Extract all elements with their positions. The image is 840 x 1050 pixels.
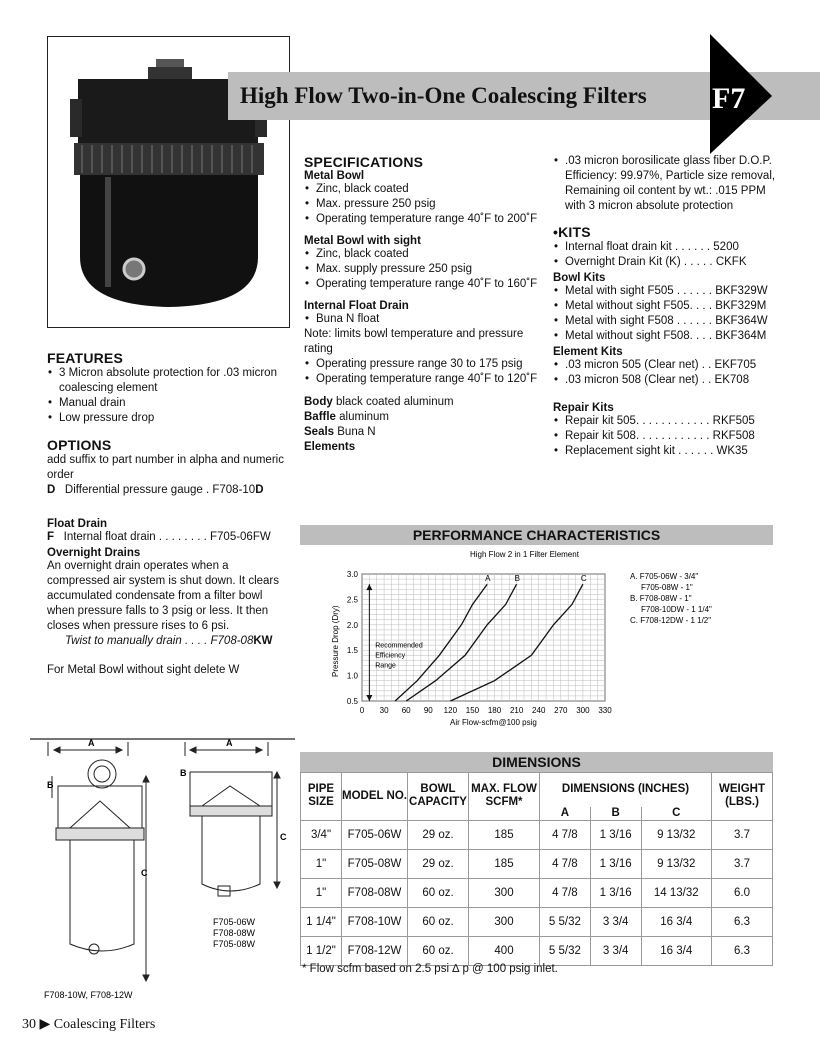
features-heading: FEATURES	[47, 350, 124, 366]
annotation-text: Efficiency	[375, 652, 406, 660]
table-cell-flow: 300	[469, 907, 540, 936]
arrow-right-icon: ▶	[39, 1017, 51, 1032]
legend-entry: F705-08W - 1"	[641, 583, 693, 592]
table-cell-a: 4 7/8	[540, 820, 591, 849]
list-item: • Repair kit 508. . . . . . . . . . . . RKF508	[553, 429, 783, 444]
dim-letter-a: A	[88, 738, 95, 748]
chart-y-tick: 1.0	[346, 671, 358, 681]
metal-bowl-sight-list	[304, 247, 539, 292]
table-cell-pipe: 1"	[301, 878, 342, 907]
left-caption: F708-10W, F708-12W	[44, 990, 133, 1000]
legend-entry: F708-10DW - 1 1/4"	[641, 605, 712, 614]
chart-y-tick: 0.5	[346, 697, 358, 706]
chart-x-tick: 210	[509, 706, 524, 715]
chart-y-tick: 3.0	[346, 570, 358, 579]
right-caption-line: F705-06W	[213, 917, 256, 927]
option-letter: D	[47, 484, 56, 496]
col-flow: MAX. FLOW SCFM*	[469, 773, 540, 821]
chart-x-tick: 30	[379, 706, 389, 715]
table-cell-b: 1 3/16	[590, 878, 641, 907]
chart-xlabel: Air Flow-scfm@100 psig	[450, 718, 537, 727]
table-cell-w: 3.7	[712, 820, 773, 849]
float-drain-row	[47, 530, 292, 545]
table-cell-b: 1 3/16	[590, 849, 641, 878]
chart-series-label: A	[485, 574, 491, 584]
table-cell-c: 16 3/4	[641, 936, 711, 965]
table-cell-model: F705-06W	[342, 820, 408, 849]
list-item: • Max. supply pressure 250 psig	[304, 262, 539, 277]
right-caption-line: F708-08W	[213, 928, 256, 938]
features-list	[47, 366, 287, 426]
table-header-row	[301, 773, 773, 807]
chart-ylabel: Pressure Drop (Dry)	[331, 605, 340, 677]
twist-row	[47, 634, 292, 649]
metal-bowl-sight-heading: Metal Bowl with sight	[304, 235, 421, 247]
table-cell-flow: 400	[469, 936, 540, 965]
col-dims: DIMENSIONS (INCHES)	[540, 773, 712, 807]
table-cell-pipe: 1 1/2"	[301, 936, 342, 965]
list-item: • Zinc, black coated	[304, 182, 539, 197]
table-row	[301, 849, 773, 878]
options-section	[47, 437, 292, 498]
element-kits-list	[553, 358, 783, 388]
metal-bowl-list	[304, 182, 539, 227]
option-text: Differential pressure gauge . F708-10	[64, 484, 256, 496]
kits-list	[553, 240, 783, 270]
dimensions-heading: DIMENSIONS	[300, 752, 773, 772]
left-filter-drawing	[48, 742, 149, 981]
chart-title: High Flow 2 in 1 Filter Element	[470, 550, 579, 559]
list-item: • Internal float drain kit . . . . . . 5200	[553, 240, 783, 255]
material-row	[304, 425, 539, 440]
table-cell-pipe: 1"	[301, 849, 342, 878]
table-cell-c: 9 13/32	[641, 820, 711, 849]
annotation-text: Recommended	[375, 642, 423, 650]
bowl-kits-heading: Bowl Kits	[553, 272, 606, 284]
float-drain-spec-heading: Internal Float Drain	[304, 300, 409, 312]
overnight-text: An overnight drain operates when a compressed air system is shut down. It clears accumulated condensate from a filter bowl when pressure falls to 3 psig or less. It then closes when pressure rises to 6 psi.	[47, 560, 279, 632]
list-item: • 3 Micron absolute protection for .03 micron coalescing element	[47, 366, 287, 396]
dim-letter-b: B	[47, 780, 54, 790]
footer-section: Coalescing Filters	[53, 1017, 156, 1032]
material-label: Elements	[304, 441, 356, 453]
material-row	[304, 440, 539, 455]
chart-x-tick: 300	[576, 706, 590, 715]
dim-letter-b-right: B	[180, 768, 187, 778]
table-cell-bowl: 29 oz.	[408, 849, 469, 878]
option-text: Internal float drain . . . . . . . . F705-06FW	[63, 531, 271, 543]
table-cell-a: 5 5/32	[540, 936, 591, 965]
material-label: Seals	[304, 426, 335, 438]
list-item: • .03 micron 508 (Clear net) . . EK708	[553, 373, 783, 388]
material-row	[304, 395, 539, 410]
dimensions-table	[300, 772, 773, 966]
col-a: A	[540, 807, 591, 821]
right-caption-line: F705-08W	[213, 939, 256, 949]
material-value: black coated aluminum	[332, 396, 454, 408]
dimension-diagram	[30, 736, 295, 1006]
dimensions-footnote: * Flow scfm based on 2.5 psi ∆ p @ 100 psig inlet.	[302, 963, 558, 975]
performance-heading: PERFORMANCE CHARACTERISTICS	[300, 525, 773, 545]
repair-kits-list	[553, 414, 783, 459]
material-label: Body	[304, 396, 333, 408]
dim-letter-a-right: A	[226, 738, 233, 748]
material-label: Baffle	[304, 411, 336, 423]
performance-chart	[300, 547, 790, 732]
table-cell-a: 4 7/8	[540, 849, 591, 878]
list-item: • Manual drain	[47, 396, 287, 411]
table-cell-flow: 185	[469, 820, 540, 849]
options-intro: add suffix to part number in alpha and numeric order	[47, 454, 284, 481]
list-item: • Metal with sight F508 . . . . . . BKF364W	[553, 314, 783, 329]
material-value: Buna N	[334, 426, 376, 438]
list-item: • Operating temperature range 40˚F to 200˚F	[304, 212, 539, 227]
chart-x-tick: 120	[443, 706, 458, 715]
list-item: • Repair kit 505. . . . . . . . . . . . RKF505	[553, 414, 783, 429]
float-drain-section	[47, 518, 292, 678]
list-item: • Metal with sight F505 . . . . . . BKF329W	[553, 284, 783, 299]
col-pipe: PIPE SIZE	[301, 773, 342, 821]
chart-frame	[362, 574, 605, 701]
list-item: • Operating pressure range 30 to 175 psig	[304, 357, 539, 372]
material-row	[304, 410, 539, 425]
chart-series-line	[406, 584, 516, 701]
table-cell-b: 1 3/16	[590, 820, 641, 849]
table-cell-model: F705-08W	[342, 849, 408, 878]
option-letter: F	[47, 531, 55, 543]
col-model: MODEL NO.	[342, 773, 408, 821]
chart-x-tick: 150	[465, 706, 480, 715]
float-drain-spec-list	[304, 312, 539, 327]
list-item: • Replacement sight kit . . . . . . WK35	[553, 444, 783, 459]
option-suffix: D	[255, 484, 264, 496]
chart-x-tick: 240	[532, 706, 546, 715]
chart-x-tick: 270	[554, 706, 568, 715]
table-cell-pipe: 3/4"	[301, 820, 342, 849]
chart-series-label: C	[580, 574, 587, 584]
table-cell-model: F708-08W	[342, 878, 408, 907]
table-cell-w: 3.7	[712, 849, 773, 878]
bowl-kits-list	[553, 284, 783, 344]
table-cell-a: 4 7/8	[540, 878, 591, 907]
repair-kits-heading: Repair Kits	[553, 402, 614, 414]
table-row	[301, 878, 773, 907]
col-b: B	[590, 807, 641, 821]
chart-y-tick: 2.0	[346, 620, 358, 630]
page-number: 30	[22, 1017, 36, 1032]
twist-text: Twist to manually drain . . . . F708-08	[65, 635, 254, 647]
chart-x-tick: 0	[359, 706, 365, 715]
legend-entry: C. F708-12DW - 1 1/2"	[630, 616, 712, 625]
annotation-text: Range	[375, 662, 396, 670]
table-cell-b: 3 3/4	[590, 936, 641, 965]
specifications-heading: SPECIFICATIONS	[304, 154, 424, 170]
table-cell-model: F708-12W	[342, 936, 408, 965]
table-row	[301, 820, 773, 849]
chart-series-label: B	[514, 574, 520, 584]
metal-bowl-note: For Metal Bowl without sight delete W	[47, 664, 240, 676]
right-filter-drawing	[185, 742, 280, 896]
features-section	[47, 350, 287, 426]
list-item: • Operating temperature range 40˚F to 120˚F	[304, 372, 539, 387]
list-item: • Zinc, black coated	[304, 247, 539, 262]
table-cell-bowl: 29 oz.	[408, 820, 469, 849]
table-cell-flow: 185	[469, 849, 540, 878]
list-item: • Overnight Drain Kit (K) . . . . . CKFK	[553, 255, 783, 270]
table-cell-c: 16 3/4	[641, 907, 711, 936]
table-row	[301, 936, 773, 965]
chart-x-tick: 330	[598, 706, 612, 715]
float-drain-heading: Float Drain	[47, 518, 108, 530]
table-cell-c: 14 13/32	[641, 878, 711, 907]
col-weight: WEIGHT (LBS.)	[712, 773, 773, 821]
chart-x-tick: 60	[401, 706, 411, 715]
table-cell-w: 6.3	[712, 907, 773, 936]
table-cell-w: 6.0	[712, 878, 773, 907]
table-row	[301, 907, 773, 936]
col-c: C	[641, 807, 711, 821]
list-item: • .03 micron 505 (Clear net) . . EKF705	[553, 358, 783, 373]
table-cell-model: F708-10W	[342, 907, 408, 936]
options-heading: OPTIONS	[47, 437, 112, 453]
chart-y-tick: 1.5	[346, 646, 358, 656]
options-d-row	[47, 483, 292, 498]
twist-suffix: KW	[253, 635, 273, 647]
element-spec-list	[553, 154, 783, 214]
specifications-section	[304, 154, 539, 455]
list-item: • Max. pressure 250 psig	[304, 197, 539, 212]
legend-entry: B. F708-08W - 1"	[630, 594, 692, 603]
list-item: • Metal without sight F508. . . . BKF364M	[553, 329, 783, 344]
table-cell-pipe: 1 1/4"	[301, 907, 342, 936]
table-cell-c: 9 13/32	[641, 849, 711, 878]
table-cell-b: 3 3/4	[590, 907, 641, 936]
table-cell-w: 6.3	[712, 936, 773, 965]
legend-entry: A. F705-06W - 3/4"	[630, 572, 699, 581]
material-value: aluminum	[335, 411, 390, 423]
float-drain-spec-list-2	[304, 357, 539, 387]
table-cell-bowl: 60 oz.	[408, 936, 469, 965]
table-cell-bowl: 60 oz.	[408, 907, 469, 936]
list-item: • Operating temperature range 40˚F to 160˚F	[304, 277, 539, 292]
dim-letter-c: C	[141, 868, 148, 878]
kits-section	[553, 154, 783, 459]
page-title: High Flow Two-in-One Coalescing Filters	[240, 83, 647, 108]
element-kits-heading: Element Kits	[553, 346, 623, 358]
materials-list	[304, 395, 539, 455]
section-tab	[706, 34, 776, 154]
list-item: • Metal without sight F505. . . . BKF329M	[553, 299, 783, 314]
chart-y-tick: 2.5	[346, 595, 358, 605]
list-item: • Low pressure drop	[47, 411, 287, 426]
table-cell-flow: 300	[469, 878, 540, 907]
overnight-heading: Overnight Drains	[47, 547, 141, 559]
chart-x-tick: 90	[423, 706, 433, 715]
chart-x-tick: 180	[487, 706, 502, 715]
page-footer	[22, 1016, 155, 1033]
section-tab-label: F7	[712, 82, 746, 115]
dim-letter-c-right: C	[280, 832, 287, 842]
list-item: • .03 micron borosilicate glass fiber D.O.P. Efficiency: 99.97%, Particle size removal, Remaining oil content by wt.: .015 PPM with 3 micron absolute protection	[553, 154, 783, 214]
table-cell-a: 5 5/32	[540, 907, 591, 936]
table-cell-bowl: 60 oz.	[408, 878, 469, 907]
float-drain-note: Note: limits bowl temperature and pressure rating	[304, 328, 524, 355]
kits-heading: •KITS	[553, 224, 591, 240]
list-item: • Buna N float	[304, 312, 539, 327]
col-bowl: BOWL CAPACITY	[408, 773, 469, 821]
metal-bowl-heading: Metal Bowl	[304, 170, 365, 182]
